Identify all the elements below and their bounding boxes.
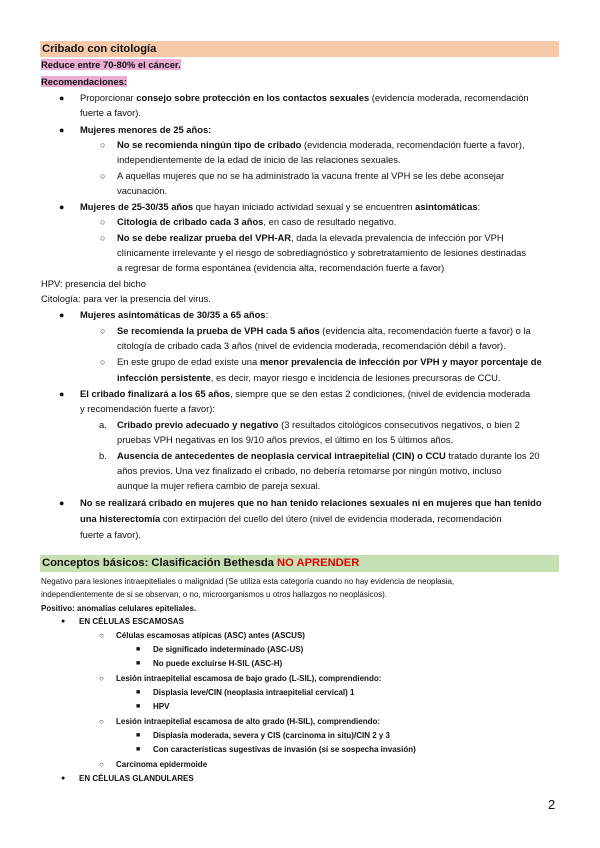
square-bullet-icon: ■ <box>136 746 141 753</box>
bullet-text: y recomendación fuerte a favor): <box>80 403 215 414</box>
circle-bullet-icon: ○ <box>99 631 104 640</box>
circle-bullet-icon: ○ <box>100 326 106 336</box>
circle-bullet-icon: ○ <box>99 717 104 726</box>
section-heading-cribado: Cribado con citología <box>40 41 559 57</box>
carcinoma-item: Carcinoma epidermoide <box>116 760 208 769</box>
sub-item: HPV <box>153 702 170 711</box>
note-hpv: HPV: presencia del bicho <box>41 278 146 289</box>
sub-bullet-text: Citología de cribado cada 3 años, en caso de resultado negativo. <box>117 216 397 227</box>
negative-text: independientemente de si se observan, o no, microorganismos u otros hallazgos no neoplásicos). <box>41 590 387 599</box>
page-number: 2 <box>548 797 556 812</box>
bullet-text: Proporcionar consejo sobre protección en los contactos sexuales (evidencia moderada, recomendación <box>80 92 529 103</box>
circle-bullet-icon: ○ <box>100 171 106 181</box>
positive-text: Positivo: anomalías celulares epiteliales. <box>41 604 197 613</box>
circle-bullet-icon: ○ <box>100 140 106 150</box>
list-letter: a. <box>99 419 107 430</box>
bullet-icon: ● <box>61 775 66 782</box>
negative-text: Negativo para lesiones intraepiteliales o malignidad (Se utiliza esta categoría cuando no hay evidencia de neoplasia, <box>41 577 455 586</box>
bullet-icon: ● <box>59 389 65 399</box>
square-bullet-icon: ■ <box>136 732 141 739</box>
sub-item: Displasia moderada, severa y CIS (carcinoma in situ)/CIN 2 y 3 <box>153 731 390 740</box>
sub-bullet-text: aunque la mujer refiera cambio de pareja sexual. <box>117 480 321 491</box>
sub-bullet-text: a regresar de forma espontánea (evidencia alta, recomendación fuerte a favor) <box>117 262 445 273</box>
sub-bullet-text: Se recomienda la prueba de VPH cada 5 años (evidencia alta, recomendación fuerte a favor) o la <box>117 325 531 336</box>
sub-bullet-text: citología de cribado cada 3 años (nivel de evidencia moderada, recomendación débil a favor). <box>117 340 506 351</box>
bullet-icon: ● <box>59 93 65 103</box>
circle-bullet-icon: ○ <box>100 233 106 243</box>
bullet-text: No se realizará cribado en mujeres que no han tenido relaciones sexuales ni en mujeres que han tenido <box>80 497 542 508</box>
sub-bullet-text: pruebas VPH negativas en los 9/10 años previos, el último en los 5 últimos años. <box>117 434 454 445</box>
sub-item: Displasia leve/CIN (neoplasia intraepitelial cervical) 1 <box>153 688 355 697</box>
sub-bullet-text: años previos. Una vez finalizado el cribado, no debería retomarse por ningún motivo, incluso <box>117 465 502 476</box>
circle-bullet-icon: ○ <box>100 357 106 367</box>
bullet-text: una histerectomía con extirpación del cuello del útero (nivel de evidencia moderada, recomendación <box>80 513 502 524</box>
bullet-text: El cribado finalizará a los 65 años, siempre que se den estas 2 condiciones, (nivel de evidencia moderada <box>80 388 531 399</box>
bullet-icon: ● <box>59 202 65 212</box>
sub-item: Con características sugestivas de invasión (si se sospecha invasión) <box>153 745 416 754</box>
sub-bullet-text: No se recomienda ningún tipo de cribado (evidencia moderada, recomendación fuerte a favor), <box>117 139 525 150</box>
sub-bullet-text: No se debe realizar prueba del VPH-AR, dada la elevada prevalencia de infección por VPH <box>117 232 504 243</box>
sub-item: De significado indeterminado (ASC-US) <box>153 645 304 654</box>
bullet-text: Mujeres de 25-30/35 años que hayan iniciado actividad sexual y se encuentren asintomáticas: <box>80 201 481 212</box>
square-bullet-icon: ■ <box>136 646 141 653</box>
bullet-icon: ● <box>59 498 65 508</box>
square-bullet-icon: ■ <box>136 703 141 710</box>
category-glandulares: EN CÉLULAS GLANDULARES <box>79 774 194 783</box>
sub-item: No puede excluirse H-SIL (ASC-H) <box>153 659 283 668</box>
sub-bullet-text: Ausencia de antecedentes de neoplasia cervical intraepitelial (CIN) o CCU tratado durante los 20 <box>117 450 540 461</box>
list-letter: b. <box>99 450 107 461</box>
reduce-note: Reduce entre 70-80% el cáncer. <box>41 59 181 70</box>
circle-bullet-icon: ○ <box>100 217 106 227</box>
note-citologia: Citología: para ver la presencia del virus. <box>41 293 211 304</box>
bullet-text: Mujeres asintomáticas de 30/35 a 65 años: <box>80 309 269 320</box>
sub-bullet-text: independientemente de la edad de inicio de las relaciones sexuales. <box>117 154 401 165</box>
ascus-item: Células escamosas atípicas (ASC) antes (ASCUS) <box>116 631 305 640</box>
square-bullet-icon: ■ <box>136 660 141 667</box>
section-heading-bethesda: Conceptos básicos: Clasificación Bethesda NO APRENDER <box>40 555 559 572</box>
circle-bullet-icon: ○ <box>99 674 104 683</box>
category-escamosas: EN CÉLULAS ESCAMOSAS <box>79 617 184 626</box>
circle-bullet-icon: ○ <box>99 760 104 769</box>
bullet-text: fuerte a favor). <box>80 529 141 540</box>
hsil-item: Lesión intraepitelial escamosa de alto grado (H-SIL), comprendiendo: <box>116 717 381 726</box>
sub-bullet-text: En este grupo de edad existe una menor prevalencia de infección por VPH y mayor porcentaje de <box>117 356 542 367</box>
bullet-icon: ● <box>61 618 66 625</box>
square-bullet-icon: ■ <box>136 689 141 696</box>
sub-bullet-text: A aquellas mujeres que no se ha administrado la vacuna frente al VPH se les debe aconsejar <box>117 170 505 181</box>
bullet-icon: ● <box>59 125 65 135</box>
bullet-text: Mujeres menores de 25 años: <box>80 124 212 135</box>
sub-bullet-text: Cribado previo adecuado y negativo (3 resultados citológicos consecutivos negativos, o bien 2 <box>117 419 520 430</box>
lsil-item: Lesión intraepitelial escamosa de bajo grado (L-SIL), comprendiendo: <box>116 674 382 683</box>
sub-bullet-text: infección persistente, es decir, mayor riesgo e incidencia de lesiones precursoras de CCU. <box>117 372 501 383</box>
recommendations-label: Recomendaciones: <box>41 76 127 87</box>
bullet-text: fuerte a favor). <box>80 107 141 118</box>
sub-bullet-text: clínicamente irrelevante y el riesgo de sobrediagnóstico y sobretratamiento de lesiones destinadas <box>117 247 527 258</box>
sub-bullet-text: vacunación. <box>117 185 168 196</box>
bullet-icon: ● <box>59 310 65 320</box>
